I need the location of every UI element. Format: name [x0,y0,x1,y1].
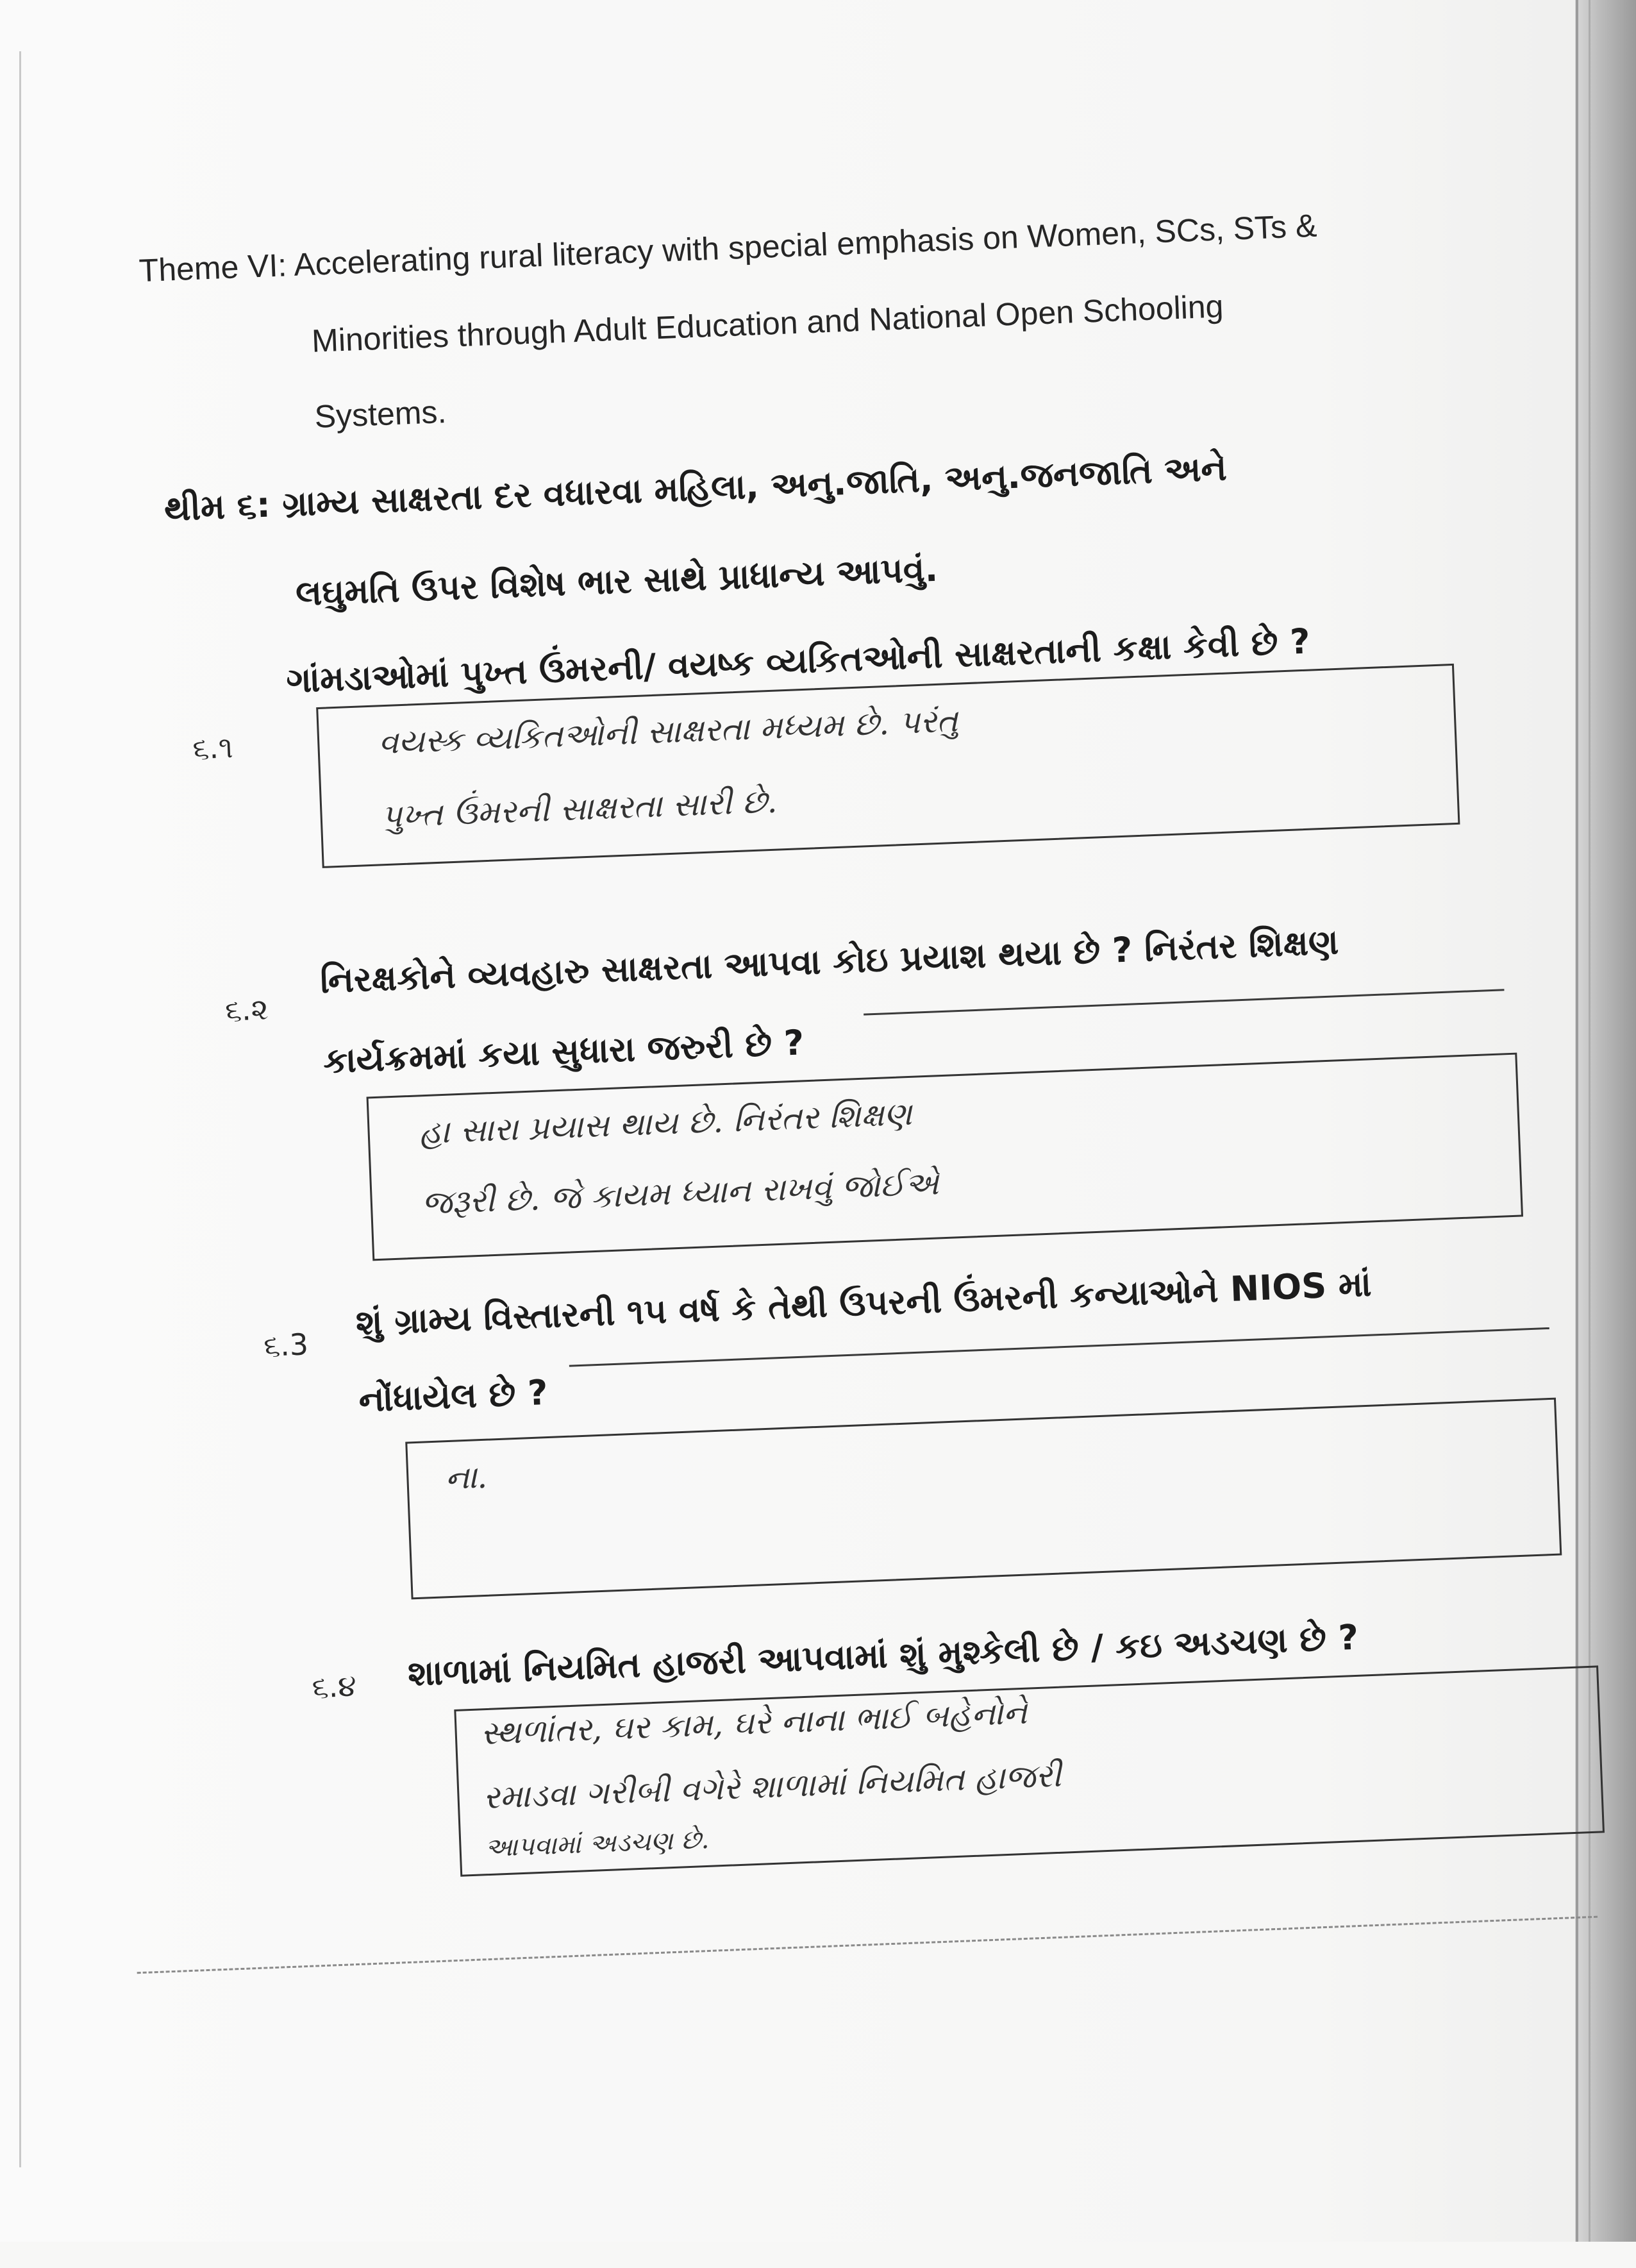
handwritten-answer: ના. [444,1457,488,1497]
handwritten-answer: આપવામાં અડચણ છે. [484,1824,710,1863]
handwritten-answer: હા સારા પ્રયાસ થાય છે. નિરંતર શિક્ષણ [418,1095,913,1152]
answer-box-top [864,989,1504,1015]
answer-box-top [569,1327,1549,1367]
page-separator [137,1916,1598,1974]
question-number: ૬.૪ [311,1668,357,1705]
answer-box [367,1053,1524,1261]
question-text: કાર્યક્રમમાં કયા સુધારા જરુરી છે ? [322,1022,805,1082]
question-text: શાળામાં નિયમિત હાજરી આપવામાં શું મુશ્કેલી છે / કઇ અડચણ છે ? [406,1617,1360,1694]
answer-box [405,1398,1562,1600]
question-text: નોંધાયેલ છે ? [358,1372,549,1420]
question-text: નિરક્ષકોને વ્યવહારુ સાક્ષરતા આપવા કોઇ પ્રયાશ થયા છે ? નિરંતર શિક્ષણ [319,921,1340,1002]
question-text: ગાંમડાઓમાં પુખ્ત ઉંમરની/ વયષ્ક વ્યકિતઓની સાક્ષરતાની કક્ષા કેવી છે ? [285,621,1311,701]
question-number: ૬.૨ [224,991,269,1028]
question-text: શું ગ્રામ્ય વિસ્તારની ૧૫ વર્ષ કે તેથી ઉપરની ઉંમરની કન્યાઓને NIOS માં [355,1263,1373,1343]
handwritten-answer: જરૂરી છે. જે કાયમ ધ્યાન રાખવું જોઈએ [421,1164,940,1222]
handwritten-answer: વયસ્ક વ્યકિતઓની સાક્ષરતા મધ્યમ છે. પરંતુ [378,701,959,762]
theme-english-line-2: Minorities through Adult Education and National Open Schooling [311,288,1224,359]
handwritten-answer: પુખ્ત ઉંમરની સાક્ષરતા સારી છે. [380,782,778,836]
theme-english-line-1: Theme VI: Accelerating rural literacy with special emphasis on Women, SCs, STs & [138,207,1318,289]
handwritten-answer: રમાડવા ગરીબી વગેરે શાળામાં નિયમિત હાજરી [482,1756,1062,1817]
theme-gujarati-line-1: થીમ ૬: ગ્રામ્ય સાક્ષરતા દર વધારવા મહિલા, અનુ.જાતિ, અનુ.જનજાતિ અને [163,448,1228,529]
theme-english-line-3: Systems. [313,393,447,435]
question-number: ૬.3 [263,1327,309,1363]
answer-box [316,664,1460,868]
question-number: ૬.૧ [192,730,234,766]
handwritten-answer: સ્થળાંતર, ઘર કામ, ઘરે નાના ભાઈ બહેનોને [480,1693,1028,1752]
theme-gujarati-line-2: લઘુમતિ ઉપર વિશેષ ભાર સાથે પ્રાધાન્ય આપવું. [295,548,939,614]
